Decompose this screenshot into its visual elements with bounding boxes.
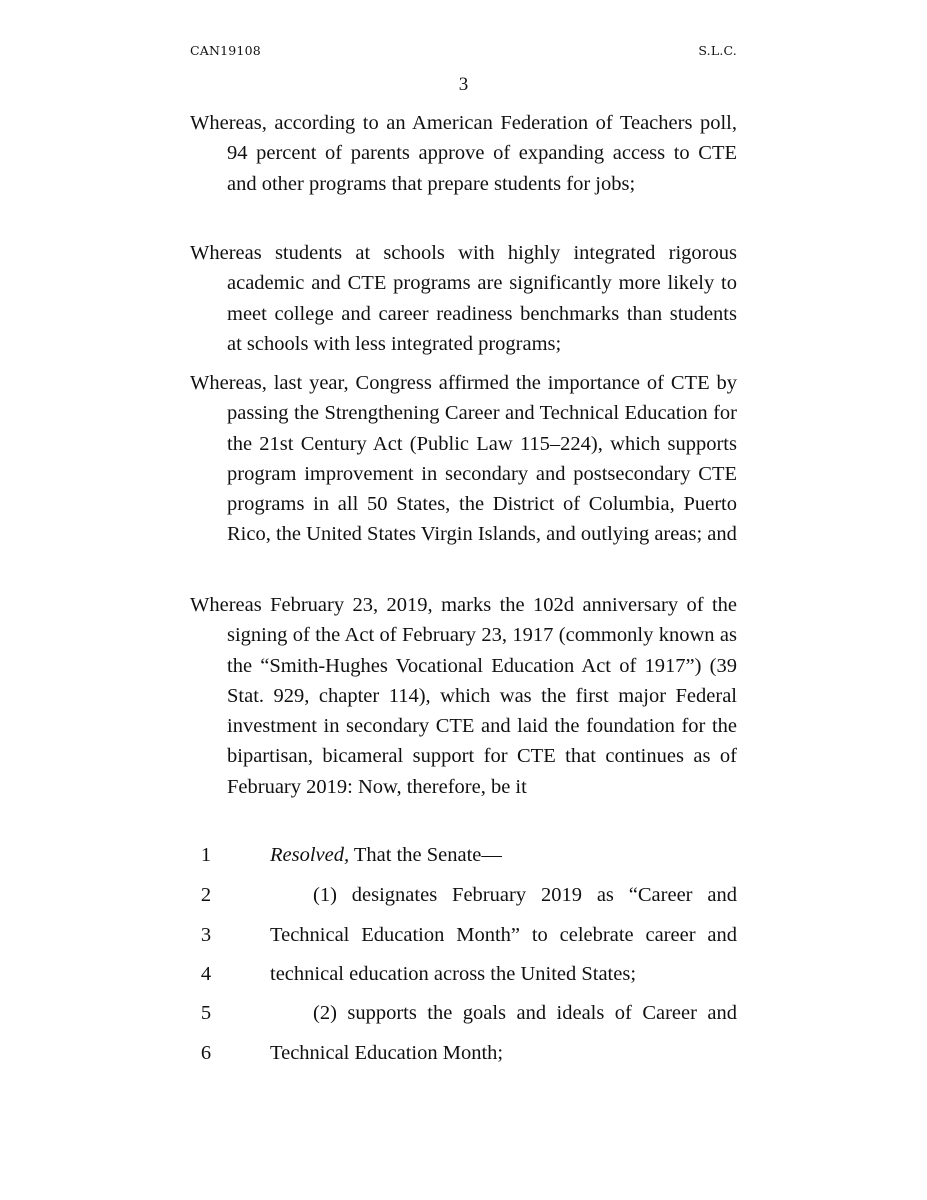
line-number: 5 bbox=[200, 1002, 212, 1024]
resolution-text bbox=[270, 840, 737, 870]
line-number: 4 bbox=[200, 963, 212, 985]
line-number: 2 bbox=[200, 884, 212, 906]
resolution-line bbox=[0, 880, 927, 910]
whereas-clause: Whereas February 23, 2019, marks the 102d anniversary of the signing of the Act of February 23, 1917 (commonly known as the “Smith-Hughes Vocational Education Act of 1917”) (39 Stat. 929, chapter 114), which was the first major Federal investment in secondary CTE and laid the foundation for the bipartisan, bicameral support for CTE that continues as of February 2019: Now, therefore, be it bbox=[190, 594, 737, 798]
resolution-line bbox=[0, 959, 927, 989]
page-number: 3 bbox=[458, 74, 469, 95]
whereas-clause: Whereas students at schools with highly integrated rigorous academic and CTE programs are significantly more likely to meet college and career readiness benchmarks than students at schools with less integrated programs; bbox=[190, 242, 737, 355]
document-id: CAN19108 bbox=[190, 43, 261, 58]
resolution-line bbox=[0, 840, 927, 870]
resolved-keyword: Resolved, bbox=[270, 844, 350, 866]
line-number: 6 bbox=[200, 1042, 212, 1064]
resolution-text: technical education across the United States; bbox=[270, 963, 637, 985]
resolution-text: Technical Education Month” to celebrate career and bbox=[270, 924, 737, 946]
resolution-text: Technical Education Month; bbox=[270, 1042, 504, 1064]
document-code: S.L.C. bbox=[698, 43, 737, 58]
resolved-text: That the Senate— bbox=[349, 844, 502, 866]
resolution-line bbox=[0, 998, 927, 1028]
resolution-line bbox=[0, 1038, 927, 1068]
resolution-line bbox=[0, 920, 927, 950]
line-number: 1 bbox=[200, 844, 212, 866]
resolution-text: (2) supports the goals and ideals of Career and bbox=[313, 1002, 737, 1024]
line-number: 3 bbox=[200, 924, 212, 946]
whereas-clause: Whereas, last year, Congress affirmed the importance of CTE by passing the Strengthening Career and Technical Education for the 21st Century Act (Public Law 115–224), which supports program improvement in secondary and postsecondary CTE programs in all 50 States, the District of Columbia, Puerto Rico, the United States Virgin Islands, and outlying areas; and bbox=[190, 372, 737, 546]
whereas-clause: Whereas, according to an American Federation of Teachers poll, 94 percent of parents approve of expanding access to CTE and other programs that prepare students for jobs; bbox=[190, 112, 737, 195]
resolution-text: (1) designates February 2019 as “Career and bbox=[313, 884, 737, 906]
